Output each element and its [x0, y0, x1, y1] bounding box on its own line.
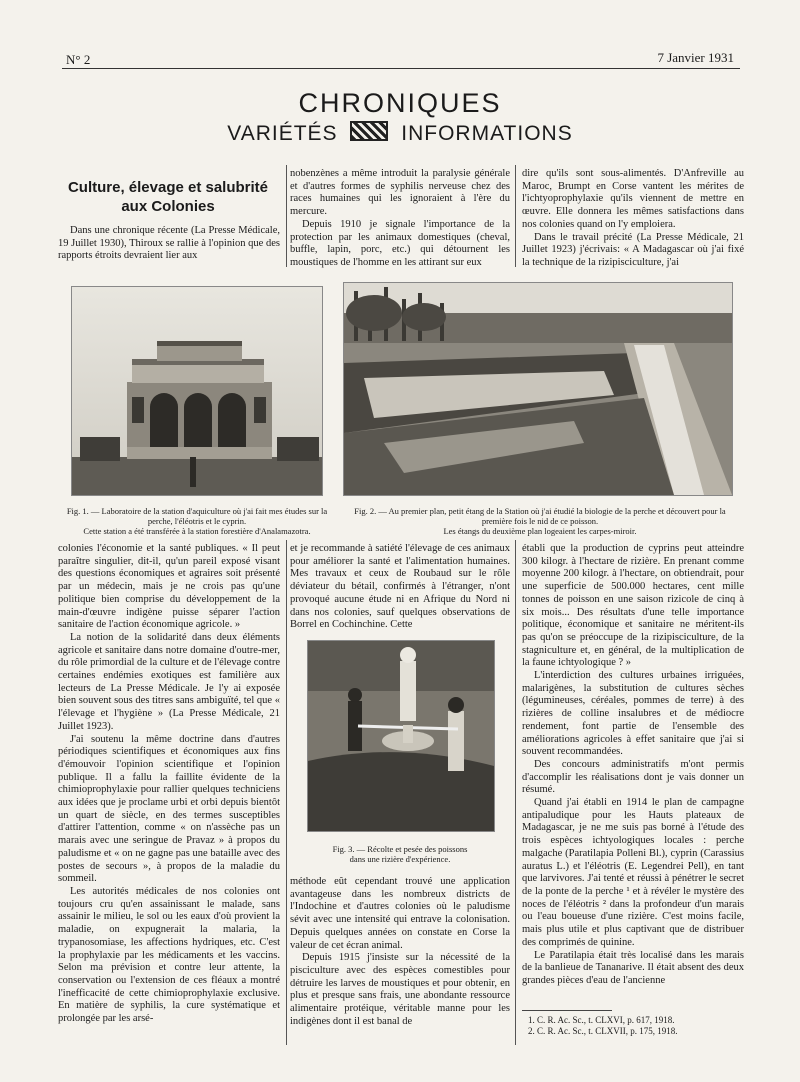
figure-3-caption — [300, 844, 500, 864]
figure-2-caption-line-a: Fig. 2. — Au premier plan, petit étang de la Station où j'ai étudié la biologie de la perche et découvert pour la première fois le nid de ce poisson. — [354, 506, 726, 526]
paragraph: Le Paratilapia était très localisé dans les marais de la banlieue de Tananarive. Il était absent des deux grandes pièces d'eau de l'ancienne — [522, 949, 744, 986]
figure-1-photo — [71, 286, 323, 496]
figure-2-caption-line-b: Les étangs du deuxième plan logeaient les carpes-miroir. — [443, 526, 637, 536]
issue-date: 7 Janvier 1931 — [657, 50, 734, 65]
figure-2-caption — [340, 506, 740, 536]
figure-3-caption-line-a: Fig. 3. — Récolte et pesée des poissons — [332, 844, 468, 854]
ornament-icon — [350, 121, 388, 141]
column-rule — [286, 165, 287, 267]
paragraph: La notion de la solidarité dans deux éléments agricole et sanitaire dans notre domaine d'outre-mer, du rôle primordial de la culture et de l'élevage contre certaines endémies exotiques est familière aux lecteurs de La Presse Médicale. Je l'y ai exposée bien souvent sous des titres sans ambiguïté, tel que « l'élevage et l'hygiène » (La Presse Médicale, 21 Juillet 1923). — [58, 631, 280, 732]
section-title-varietes-informations — [0, 121, 800, 146]
title-informations: INFORMATIONS — [401, 122, 573, 145]
paragraph: J'ai soutenu la même doctrine dans d'autres périodiques scientifiques et économiques aux fins d'émouvoir l'opinion scientifique et l'opinion publique. Il a fallu la faillite évidente de la chimioprophylaxie pour rallier quelques techniciens aux idées que je proclame urbi et orbi depuis bientôt un quart de siècle, en des termes susceptibles d'attirer l'attention, comme « on n'assèche pas un marais avec une seringue de Pravaz » à propos du paludisme et « on ne gagne pas une bataille avec des postes de secours », à propos de la maladie du sommeil. — [58, 733, 280, 885]
figure-1-caption-line-b: Cette station a été transférée à la station forestière d'Analamazotra. — [83, 526, 311, 536]
top-column-3 — [522, 168, 744, 268]
figure-3-caption-line-b: dans une rizière d'expérience. — [349, 854, 451, 864]
footnotes — [528, 1015, 744, 1037]
paragraph: et je recommande à satiété l'élevage de ces animaux pour améliorer la santé et l'alimentation humaines. Mes travaux et ceux de Roubaud sur le rôle déviateur du bétail, confirmés à l'étranger, n'ont provoqué aucune étude ni en Afrique du Nord ni dans nos colonies, sauf quelques observations de Borrel en Cochinchine. Cette — [290, 543, 510, 629]
top-column-1 — [58, 225, 280, 267]
title-varietes: VARIÉTÉS — [227, 122, 338, 145]
paragraph: Depuis 1910 je signale l'importance de la protection par les animaux domestiques (cheval, buffle, lapin, porc, etc.) qui détournent les moustiques de l'homme en les attirant sur eux — [290, 218, 510, 268]
paragraph: Dans le travail précité (La Presse Médicale, 21 Juillet 1923) j'écrivais: « A Madagascar où j'ai fixé la technique de la rizipisciculture, j'ai — [522, 231, 744, 268]
footnote-rule — [522, 1010, 612, 1011]
bottom-column-1 — [58, 543, 280, 1043]
column-rule — [515, 165, 516, 267]
article-title-line1: Culture, élevage et salubrité — [67, 179, 269, 196]
paragraph: nobenzènes a même introduit la paralysie générale et d'autres formes de syphilis nerveuse chez des races humaines qui les ignoraient à l'ère du mercure. — [290, 168, 510, 218]
article-title — [58, 178, 278, 216]
figure-2-photo — [343, 282, 733, 496]
header-rule — [62, 68, 740, 69]
footnote-2: 2. C. R. Ac. Sc., t. CLXVII, p. 175, 1918. — [528, 1026, 678, 1036]
paragraph: méthode eût cependant trouvé une application avantageuse dans les nombreux districts de l'Indochine et d'autres colonies où le paludisme sévit avec une intensité qui entrave la colonisation. Depuis quelques années on constate en Corse la valeur de cet écran animal. — [290, 876, 510, 951]
figure-3-photo — [307, 640, 495, 832]
paragraph: Depuis 1915 j'insiste sur la nécessité de la pisciculture avec des espèces comestibles pour détruire les larves de moustiques et pour obtenir, en plus et presque sans frais, une abondante ressource alimentaire protéique, véritable manne pour les indigènes dont il est banal de — [290, 952, 510, 1027]
bottom-column-2-bottom — [290, 876, 510, 1046]
bottom-column-3 — [522, 543, 744, 1005]
paragraph: Quand j'ai établi en 1914 le plan de campagne antipaludique pour les Hauts plateaux de Madagascar, je ne me suis pas borné à l'étude des trois espèces ichtyologiques locales : perche malgache (Paratilapia Polleni Bl.), cyprin (Carassius auratus L.) et l'éléotris (E. Legendrei Pell), en tant que larvivores. J'ai tenté et réussi à pénétrer le secret de la ponte de la perche ¹ et à révéler le mystère des noces de l'éléotris ² dans la profondeur d'un marais ou l'eau boueuse d'une rizière. C'est moins facile, mais plus utile et plus captivant que de distribuer des comprimés de quinine. — [522, 797, 744, 948]
bottom-column-2-top — [290, 543, 510, 629]
column-rule — [286, 540, 287, 1045]
footnote-1: 1. C. R. Ac. Sc., t. CLXVI, p. 617, 1918. — [528, 1015, 675, 1025]
figure-1-caption — [58, 506, 336, 536]
column-rule — [515, 540, 516, 1045]
paragraph: Les autorités médicales de nos colonies ont toujours cru qu'en assainissant le malade, sans assainir le milieu, le sol ou les eaux d'où provient la maladie, on expugnerait la malaria, la trypanosomiase, les affections hydriques, etc. C'est la prophylaxie par les médicaments et les vaccins. Selon ma prévision et contre leur attente, la conservation ou l'extension de ces fléaux a montré l'inefficacité de cette chimioprophylaxie exclusive. En matière de syphilis, la cure systématique et prolongée par les arsé- — [58, 885, 280, 1025]
figure-1-caption-line-a: Fig. 1. — Laboratoire de la station d'aquiculture où j'ai fait mes études sur la perche, l'éléotris et le cyprin. — [66, 506, 328, 526]
paragraph: colonies l'économie et la santé publiques. « Il peut paraître singulier, dit-il, qu'un pareil exposé visant des questions économiques et agraires soit présenté par un médecin, mais je ne crois pas qu'une politique bien comprise du développement de la main-d'œuvre indigène puisse séparer l'action sanitaire de l'action économique agricole. » — [58, 543, 280, 631]
paragraph: Des concours administratifs m'ont permis d'accomplir les réalisations dont je vais donner un résumé. — [522, 758, 744, 796]
paragraph: dire qu'ils sont sous-alimentés. D'Anfreville au Maroc, Brumpt en Corse vantent les mérites de l'ichtyoprophylaxie qu'ils viennent de mettre en œuvre. Elle donnera les mêmes satisfactions dans nos colonies quand on l'y emploiera. — [522, 168, 744, 230]
top-column-2 — [290, 168, 510, 268]
paragraph: établi que la production de cyprins peut atteindre 300 kilogr. à l'hectare de rizière. En prenant comme moyenne 200 kilogr. à l'hectare, on obtiendrait, pour une superficie de 500.000 hectares, cent mille tonnes de poisson en une saison rizicole de cinq à six mois... Des résultats d'une telle importance politique, économique et sanitaire ne méritent-ils pas qu'on se préoccupe de la rizipisciculture, de la stagniculture et, en général, de la multiplication de la faune ichtyologique ? » — [522, 543, 744, 669]
issue-number: N° 2 — [66, 52, 91, 67]
article-title-line2: aux Colonies — [121, 198, 215, 215]
section-title-chroniques: CHRONIQUES — [298, 88, 502, 118]
paragraph: L'interdiction des cultures urbaines irriguées, malarigènes, la substitution de cultures sèches (légumineuses, céréales, pommes de terre) à des rizières de colline insalubres et de médiocre rendement, font partie de l'ensemble des améliorations agricoles à effet sanitaire que j'ai si souvent recommandées. — [522, 670, 744, 758]
paragraph: Dans une chronique récente (La Presse Médicale, 19 Juillet 1930), Thiroux se rallie à l'opinion que des rapports étroits devraient lier aux — [58, 225, 280, 262]
